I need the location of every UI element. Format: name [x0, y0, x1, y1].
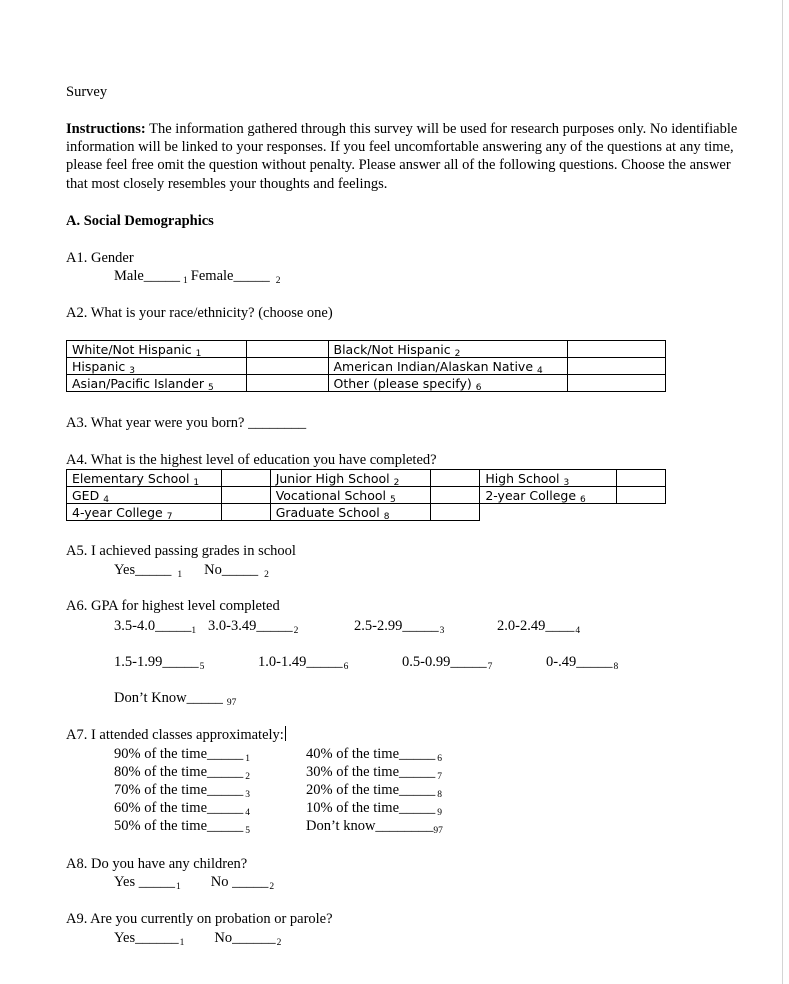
- question-a5: A5. I achieved passing grades in school: [66, 543, 296, 559]
- attendance-option[interactable]: 40% of the time_____ $_6$: [306, 746, 443, 764]
- gpa-option[interactable]: $3.5-4.0\_\_\_\_\__1$: [114, 618, 197, 636]
- option-code: 5: [389, 494, 396, 505]
- table-cell: [270, 470, 430, 487]
- table-cell: [270, 504, 430, 521]
- a9-options: [114, 929, 281, 947]
- a5-option-label[interactable]: Yes_____: [114, 562, 172, 578]
- attendance-option[interactable]: Don’t $know\_\_\_\_\_\_\_\__{97}$: [306, 818, 443, 836]
- option-code: 6: [580, 494, 586, 505]
- a9-option-code: 2: [276, 938, 282, 948]
- question-a2: A2. What is your race/ethnicity? (choose one): [66, 305, 333, 321]
- option-label: White/Not Hispanic: [72, 341, 192, 357]
- table-cell: [328, 375, 568, 392]
- table-row: [67, 470, 666, 487]
- table-row: [67, 375, 666, 392]
- table-row: [67, 358, 666, 375]
- option-label: GED: [72, 487, 100, 503]
- a1-options: [114, 267, 280, 285]
- gpa-option[interactable]: $1.5-1.99\_\_\_\_\__5$: [114, 654, 205, 672]
- option-label: American Indian/Alaskan Native: [333, 358, 534, 374]
- option-label: Hispanic: [72, 358, 126, 374]
- section-heading: A. Social Demographics: [66, 213, 214, 229]
- answer-cell[interactable]: [568, 358, 666, 375]
- attendance-option[interactable]: 90% of the time_____ $_1$: [114, 746, 251, 764]
- empty-cell: [617, 504, 666, 521]
- instructions-text: The information gathered through this survey will be used for research purposes only. No identifiable information will be linked to your responses. If you feel uncomfortable answering any of the questions at any time, please feel free omit the question without penalty. Please answer all of the following questions. Choose the answer that most closely resembles your thoughts and feelings.: [66, 121, 738, 192]
- text-cursor: [285, 726, 286, 741]
- table-cell: [67, 375, 247, 392]
- question-a1: A1. Gender: [66, 250, 134, 266]
- gpa-option[interactable]: $0-.49\_\_\_\_\__8$: [546, 654, 619, 672]
- a5-option-code: 2: [264, 570, 269, 580]
- a4-table: [66, 469, 666, 521]
- table-row: [67, 487, 666, 504]
- option-label: Elementary School: [72, 470, 190, 486]
- table-cell: [480, 487, 617, 504]
- option-label: Asian/Pacific Islander: [72, 375, 205, 391]
- answer-cell[interactable]: [617, 487, 666, 504]
- a2-table: [66, 340, 666, 392]
- a1-option-code: 1: [183, 276, 188, 286]
- gpa-option[interactable]: $3.0-3.49\_\_\_\_\__2$: [208, 618, 299, 636]
- a8-option-label[interactable]: Yes _____: [114, 874, 175, 890]
- a9-option-label[interactable]: Yes______: [114, 930, 179, 946]
- answer-cell[interactable]: [568, 375, 666, 392]
- option-code: 2: [393, 477, 400, 488]
- a1-option-code: 2: [275, 276, 281, 286]
- option-code: 3: [129, 365, 135, 376]
- attendance-option[interactable]: 50% of the time_____ $_5$: [114, 818, 251, 836]
- option-code: 8: [383, 511, 390, 522]
- option-code: 4: [537, 365, 543, 376]
- attendance-option[interactable]: 10% of the time_____ $_9$: [306, 800, 443, 818]
- answer-cell[interactable]: [430, 504, 480, 521]
- table-cell: [67, 470, 222, 487]
- option-label: Black/Not Hispanic: [333, 341, 451, 357]
- a5-options: [114, 561, 269, 579]
- option-code: 2: [454, 348, 461, 359]
- a1-option-label[interactable]: Male_____: [114, 268, 181, 284]
- table-cell: [328, 358, 568, 375]
- option-code: 5: [208, 382, 214, 393]
- answer-cell[interactable]: [430, 470, 480, 487]
- question-a6: A6. GPA for highest level completed: [66, 598, 280, 614]
- table-cell: [67, 487, 222, 504]
- a5-option-code: 1: [177, 570, 183, 580]
- table-cell: [67, 504, 222, 521]
- answer-cell[interactable]: [246, 341, 328, 358]
- option-label: Junior High School: [275, 470, 390, 486]
- table-cell: [480, 470, 617, 487]
- option-code: 7: [166, 511, 173, 522]
- table-cell: [328, 341, 568, 358]
- gpa-option[interactable]: $2.0-2.49\_\_\_\__4$: [497, 618, 581, 636]
- option-code: 4: [103, 494, 109, 505]
- attendance-option[interactable]: 60% of the time_____ $_4$: [114, 800, 251, 818]
- answer-cell[interactable]: [246, 375, 328, 392]
- answer-cell[interactable]: [221, 487, 270, 504]
- a8-option-code: 1: [175, 882, 181, 892]
- table-cell: [67, 341, 247, 358]
- answer-cell[interactable]: [221, 504, 270, 521]
- page-edge: [782, 0, 783, 984]
- option-code: 1: [193, 477, 200, 488]
- gpa-option[interactable]: $0.5-0.99\_\_\_\_\__7$: [402, 654, 493, 672]
- option-code: 3: [563, 477, 570, 488]
- option-code: 1: [195, 348, 202, 359]
- table-cell: [270, 487, 430, 504]
- a5-option-label[interactable]: No_____: [204, 562, 259, 578]
- gpa-option[interactable]: $2.5-2.99\_\_\_\_\__3$: [354, 618, 445, 636]
- instructions-label: Instructions:: [66, 121, 146, 137]
- option-label: Graduate School: [275, 504, 380, 520]
- option-label: 2-year College: [485, 487, 577, 503]
- gpa-option[interactable]: $1.0-1.49\_\_\_\_\__6$: [258, 654, 349, 672]
- question-a9: A9. Are you currently on probation or parole?: [66, 911, 333, 927]
- answer-cell[interactable]: [617, 470, 666, 487]
- a8-options: [114, 873, 274, 891]
- attendance-option[interactable]: 70% of the time_____ $_3$: [114, 782, 251, 800]
- a1-option-label[interactable]: Female_____: [190, 268, 270, 284]
- table-row: [67, 504, 666, 521]
- option-code: 6: [475, 382, 482, 393]
- a8-option-label[interactable]: No _____: [210, 874, 269, 890]
- document-title: Survey: [66, 84, 108, 100]
- answer-cell[interactable]: [221, 470, 270, 487]
- empty-cell: [480, 504, 617, 521]
- answer-cell[interactable]: [430, 487, 480, 504]
- question-a3: A3. What year were you born? ________: [66, 415, 307, 431]
- option-label: Other (please specify): [333, 375, 472, 391]
- a9-option-code: 1: [179, 938, 185, 948]
- answer-cell[interactable]: [246, 358, 328, 375]
- table-cell: [67, 358, 247, 375]
- table-row: [67, 341, 666, 358]
- question-a8: A8. Do you have any children?: [66, 856, 248, 872]
- option-label: 4-year College: [72, 504, 163, 520]
- gpa-option[interactable]: Don’t Know_____ $_{97}$: [114, 690, 237, 708]
- option-label: High School: [485, 470, 560, 486]
- instructions-paragraph: [66, 120, 746, 193]
- question-a4: A4. What is the highest level of education you have completed?: [66, 452, 437, 468]
- attendance-option[interactable]: 80% of the time_____ $_2$: [114, 764, 251, 782]
- answer-cell[interactable]: [568, 341, 666, 358]
- a9-option-label[interactable]: No______: [214, 930, 276, 946]
- a8-option-code: 2: [269, 882, 275, 892]
- attendance-option[interactable]: 30% of the time_____ $_7$: [306, 764, 443, 782]
- attendance-option[interactable]: 20% of the time_____ $_8$: [306, 782, 443, 800]
- option-label: Vocational School: [275, 487, 386, 503]
- question-a7: A7. I attended classes approximately:: [66, 727, 284, 743]
